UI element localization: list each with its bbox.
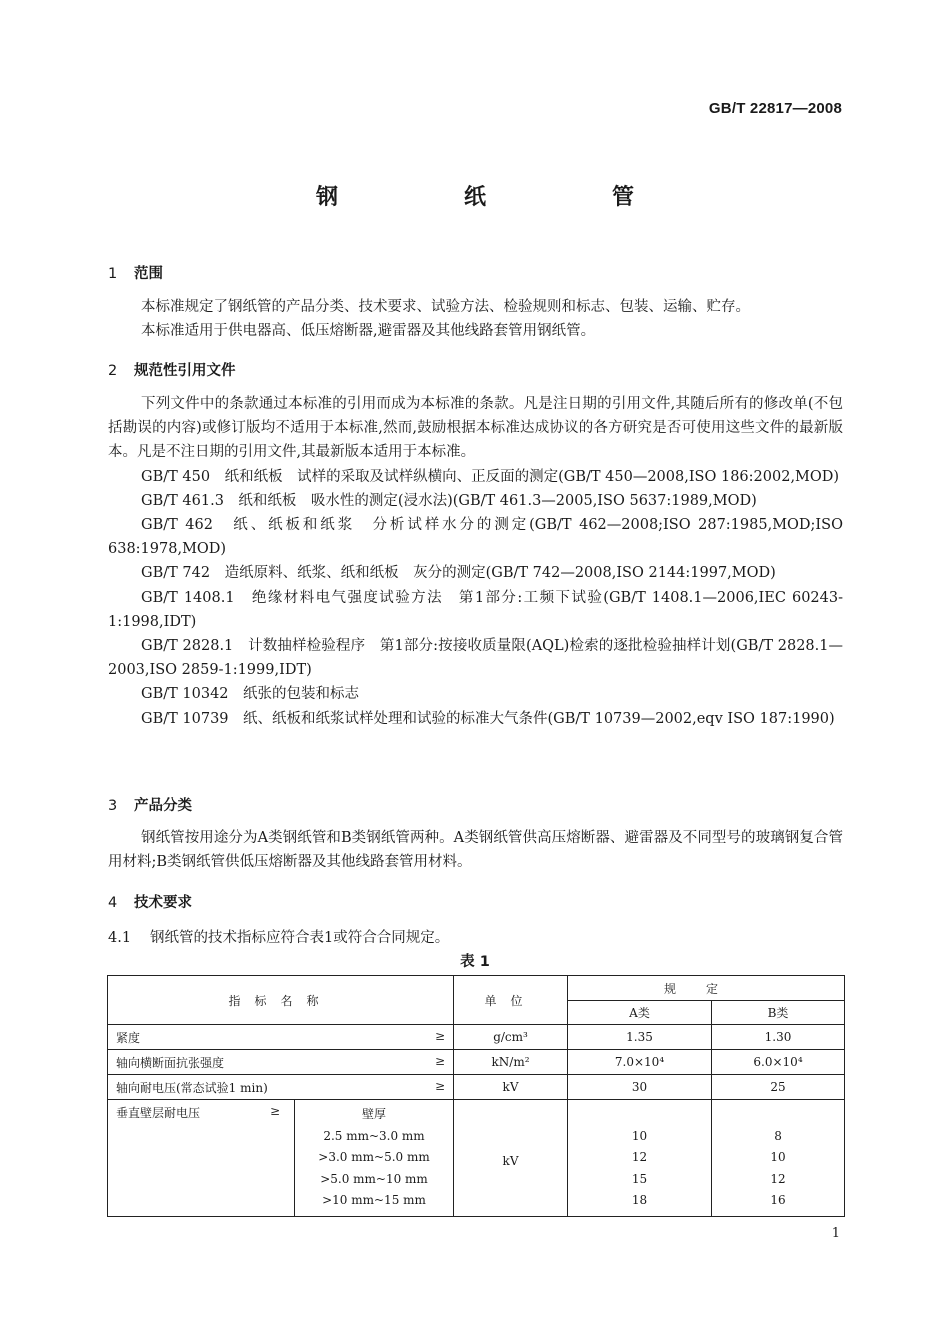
reference-item: GB/T 461.3 纸和纸板 吸水性的测定(浸水法)(GB/T 461.3—2005,ISO 5637:1989,MOD) xyxy=(141,492,757,509)
value-a-cell: 30 xyxy=(568,1075,712,1100)
clause-text: 钢纸管的技术指标应符合表1或符合合同规定。 xyxy=(150,930,450,946)
specification-table xyxy=(107,975,845,1217)
indicator-cell: 紧度 ≥ xyxy=(108,1025,454,1050)
section-2-heading xyxy=(108,359,236,380)
indicator-cell: 垂直壁层耐电压 ≥ xyxy=(108,1100,295,1217)
paragraph: 钢纸管按用途分为A类钢纸管和B类钢纸管两种。A类钢纸管供高压熔断器、避雷器及不同型号的玻璃钢复合管用材料;B类钢纸管供低压熔断器及其他线路套管用材料。 xyxy=(108,830,843,871)
section-3-body xyxy=(108,826,843,874)
reference-item: GB/T 1408.1 绝缘材料电气强度试验方法 第1部分:工频下试验(GB/T 1408.1—2006,IEC 60243-1:1998,IDT) xyxy=(108,589,843,630)
table-row xyxy=(108,1075,845,1100)
unit-cell: kV xyxy=(454,1075,568,1100)
section-1-heading xyxy=(108,262,163,283)
header-unit: 单位 xyxy=(454,976,568,1025)
section-3-heading xyxy=(108,794,192,815)
clause-number: 4.1 xyxy=(108,930,132,946)
value-a-cell: 7.0×10⁴ xyxy=(568,1050,712,1075)
standard-code: GB/T 22817—2008 xyxy=(708,100,842,117)
thickness-range: >3.0 mm~5.0 mm xyxy=(318,1150,430,1164)
clause-4-1 xyxy=(108,926,449,947)
table-row xyxy=(108,1025,845,1050)
document-title: 钢 纸 管 xyxy=(315,185,686,210)
header-class-b: B类 xyxy=(712,1001,845,1025)
indicator-cell: 轴向耐电压(常态试验1 min) ≥ xyxy=(108,1075,454,1100)
unit-cell: kN/m² xyxy=(454,1050,568,1075)
section-title: 规范性引用文件 xyxy=(134,363,236,379)
value-b-cell: 25 xyxy=(712,1075,845,1100)
table-row-breakdown xyxy=(108,1100,845,1217)
section-1-body xyxy=(108,295,843,343)
reference-item: GB/T 462 纸、纸板和纸浆 分析试样水分的测定(GB/T 462—2008;ISO 287:1985,MOD;ISO 638:1978,MOD) xyxy=(108,517,843,558)
section-title: 范围 xyxy=(134,266,163,282)
value-b-cell: 1.30 xyxy=(712,1025,845,1050)
table-caption: 表 1 xyxy=(460,954,490,970)
header-class-a: A类 xyxy=(568,1001,712,1025)
section-number: 1 xyxy=(108,266,118,282)
reference-item: GB/T 10342 纸张的包装和标志 xyxy=(141,686,360,703)
table-row xyxy=(108,1050,845,1075)
thickness-cell xyxy=(295,1100,454,1217)
reference-item: GB/T 10739 纸、纸板和纸浆试样处理和试验的标准大气条件(GB/T 10739—2002,eqv ISO 187:1990) xyxy=(141,710,835,727)
thickness-header: 壁厚 xyxy=(362,1107,387,1121)
value-b-cell: 8 10 12 16 xyxy=(712,1100,845,1217)
value-a-cell: 10 12 15 18 xyxy=(568,1100,712,1217)
paragraph: 本标准规定了钢纸管的产品分类、技术要求、试验方法、检验规则和标志、包装、运输、贮存。 xyxy=(141,299,750,315)
section-number: 4 xyxy=(108,895,118,911)
unit-cell: g/cm³ xyxy=(454,1025,568,1050)
unit-cell: kV xyxy=(454,1100,568,1217)
section-4-heading xyxy=(108,891,192,912)
thickness-range: >5.0 mm~10 mm xyxy=(320,1171,428,1186)
paragraph: 本标准适用于供电器高、低压熔断器,避雷器及其他线路套管用钢纸管。 xyxy=(141,323,596,340)
reference-item: GB/T 2828.1 计数抽样检验程序 第1部分:按接收质量限(AQL)检索的逐批检验抽样计划(GB/T 2828.1—2003,ISO 2859-1:1999,IDT) xyxy=(108,638,843,679)
header-indicator: 指标名称 xyxy=(108,976,454,1025)
section-number: 2 xyxy=(108,363,118,379)
thickness-range: 2.5 mm~3.0 mm xyxy=(323,1128,425,1143)
value-b-cell: 6.0×10⁴ xyxy=(712,1050,845,1075)
section-title: 产品分类 xyxy=(134,798,192,814)
reference-item: GB/T 742 造纸原料、纸浆、纸和纸板 灰分的测定(GB/T 742—2008,ISO 2144:1997,MOD) xyxy=(141,565,776,582)
section-title: 技术要求 xyxy=(134,895,192,911)
value-a-cell: 1.35 xyxy=(568,1025,712,1050)
section-number: 3 xyxy=(108,798,118,814)
header-spec: 规定 xyxy=(568,976,845,1001)
section-2-body xyxy=(108,392,843,731)
page-number: 1 xyxy=(831,1226,840,1241)
reference-item: GB/T 450 纸和纸板 试样的采取及试样纵横向、正反面的测定(GB/T 450—2008,ISO 186:2002,MOD) xyxy=(141,468,840,485)
indicator-cell: 轴向横断面抗张强度 ≥ xyxy=(108,1050,454,1075)
thickness-range: >10 mm~15 mm xyxy=(322,1193,426,1207)
paragraph: 下列文件中的条款通过本标准的引用而成为本标准的条款。凡是注日期的引用文件,其随后所有的修改单(不包括勘误的内容)或修订版均不适用于本标准,然而,鼓励根据本标准达成协议的各方研究是否可使用这些文件的最新版本。凡是不注日期的引用文件,其最新版本适用于本标准。 xyxy=(108,396,843,461)
